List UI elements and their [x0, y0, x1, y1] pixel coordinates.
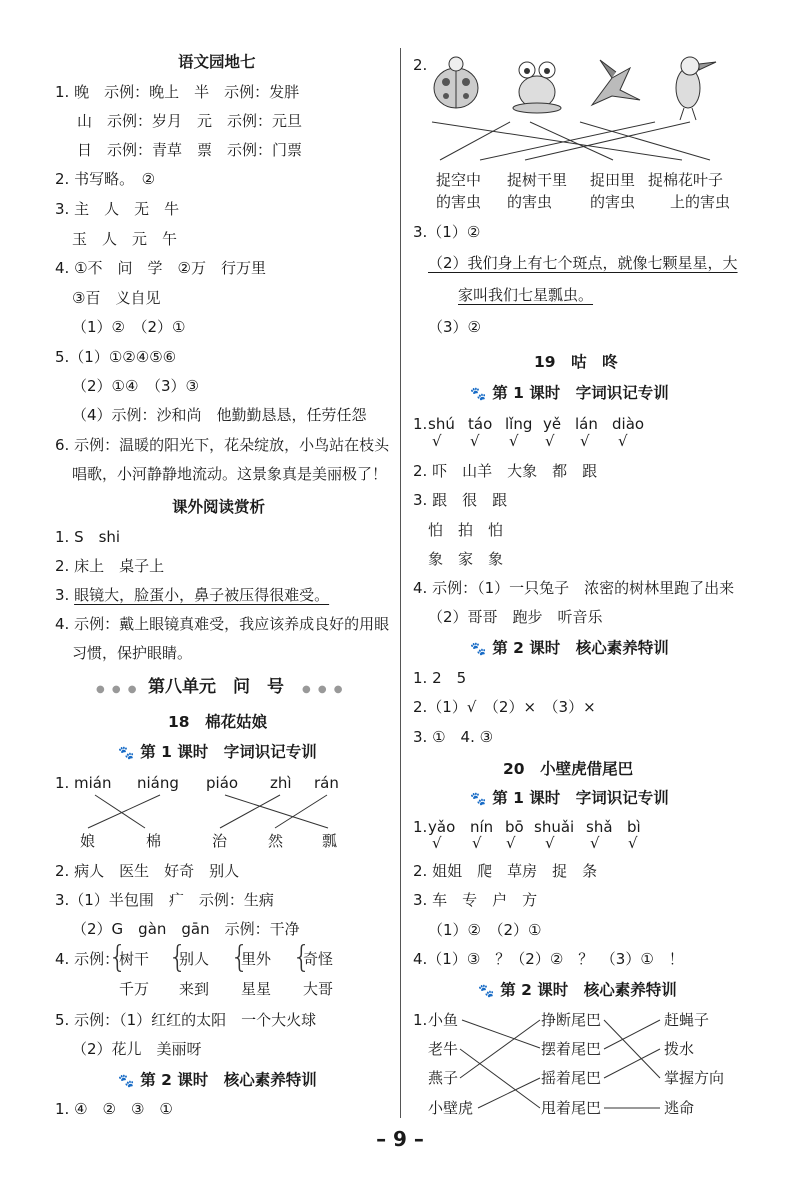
- match-col2-item: 甩着尾巴: [541, 1099, 602, 1117]
- answer-line: 日 示例：青草 票 示例：门票: [77, 141, 303, 159]
- answer-line: 5. 示例：（1）红红的太阳 一个大火球: [55, 1011, 317, 1029]
- decorative-dots: ● ● ●: [302, 684, 345, 695]
- check-mark: √: [509, 432, 519, 450]
- pinyin-4: yě: [543, 415, 562, 433]
- answer-line: 3. 主 人 无 牛: [55, 200, 180, 218]
- underlined-answer: 眼镜大，脸蛋小，鼻子被压得很难受。: [74, 586, 330, 604]
- match-col1-item: 小壁虎: [428, 1099, 474, 1117]
- check-mark: √: [472, 834, 482, 852]
- subsection-title: 🐾 第 2 课时 核心素养特训: [478, 981, 677, 999]
- brace-icon: {: [108, 940, 128, 975]
- pinyin-3: piáo: [206, 774, 239, 792]
- match-col2-item: 挣断尾巴: [541, 1011, 602, 1029]
- answer-line: 2. 书写略。 ②: [55, 170, 156, 188]
- answer-line: 4. 示例：: [55, 950, 120, 968]
- word-pair-bottom: 来到: [179, 980, 210, 998]
- answer-line: ③百 义自见: [72, 289, 161, 307]
- answer-line: 4. 示例：戴上眼镜真难受，我应该养成良好的用眼: [55, 615, 390, 633]
- subsection-title: 🐾 第 1 课时 字词识记专训: [118, 743, 317, 761]
- brace-icon: {: [292, 940, 312, 975]
- answer-line: 唱歌，小河静静地流动。这景象真是美丽极了！: [72, 465, 388, 483]
- lesson-title: 18 棉花姑娘: [168, 713, 268, 731]
- answer-line: 象 家 象: [428, 550, 504, 568]
- decorative-dots: ● ● ●: [96, 684, 139, 695]
- pinyin-1: mián: [74, 774, 112, 792]
- answer-line: 5.（1）①②④⑤⑥: [55, 348, 177, 366]
- char-4: 然: [268, 832, 284, 850]
- char-3: 治: [212, 832, 228, 850]
- paw-icon: 🐾: [118, 1074, 135, 1089]
- answer-number: 1.: [413, 1011, 428, 1029]
- animal-label-3a: 捉田里: [590, 171, 636, 189]
- paw-icon: 🐾: [478, 984, 495, 999]
- match-col1-item: 老牛: [428, 1040, 459, 1058]
- check-mark: √: [545, 432, 555, 450]
- check-mark: √: [618, 432, 628, 450]
- answer-line: （1）② （2）①: [428, 921, 542, 939]
- word-pair-bottom: 星星: [241, 980, 272, 998]
- match-col3-item: 赶蝇子: [664, 1011, 710, 1029]
- lesson-title: 19 咕 咚: [534, 353, 618, 371]
- check-mark: √: [432, 432, 442, 450]
- word-pair-top: 奇怪: [303, 950, 334, 968]
- match-col2-item: 摇着尾巴: [541, 1069, 602, 1087]
- animal-label-4a: 捉棉花叶子: [648, 171, 724, 189]
- match-col1-item: 燕子: [428, 1069, 459, 1087]
- pinyin-5: rán: [314, 774, 339, 792]
- subsection-title: 🐾 第 2 课时 核心素养特训: [470, 639, 669, 657]
- pinyin-4: shuǎi: [534, 818, 575, 836]
- pinyin-2: nín: [470, 818, 494, 836]
- answer-line: 3. ① 4. ③: [413, 728, 494, 746]
- subsection-title: 🐾 第 2 课时 核心素养特训: [118, 1071, 317, 1089]
- match-col3-item: 拨水: [664, 1040, 695, 1058]
- pinyin-6: diào: [612, 415, 645, 433]
- answer-number: 3.: [55, 586, 75, 604]
- animal-label-1b: 的害虫: [436, 193, 482, 211]
- pinyin-5: shǎ: [586, 818, 613, 836]
- char-2: 棉: [146, 832, 162, 850]
- section-title: 语文园地七: [178, 53, 256, 71]
- brace-icon: {: [168, 940, 188, 975]
- animal-label-2a: 捉树干里: [507, 171, 568, 189]
- paw-icon: 🐾: [470, 642, 487, 657]
- answer-line: 3. 跟 很 跟: [413, 491, 508, 509]
- section-title: 课外阅读赏析: [172, 498, 266, 516]
- animal-label-4b: 上的害虫: [670, 193, 731, 211]
- check-mark: √: [432, 834, 442, 852]
- answer-line: 2. 姐姐 爬 草房 捉 条: [413, 862, 598, 880]
- page-number: – 9 –: [376, 1127, 424, 1151]
- answer-line: （2）①④ （3）③: [72, 377, 199, 395]
- check-mark: √: [580, 432, 590, 450]
- answer-line: 2.（1）√ （2）× （3）×: [413, 698, 596, 716]
- pinyin-3: bō: [505, 818, 524, 836]
- answer-line: 玉 人 元 午: [72, 230, 178, 248]
- answer-line: 2. 病人 医生 好奇 别人: [55, 862, 240, 880]
- pinyin-2: táo: [468, 415, 493, 433]
- pinyin-2: niáng: [137, 774, 179, 792]
- paw-icon: 🐾: [470, 792, 487, 807]
- word-pair-top: 里外: [241, 950, 272, 968]
- animal-label-1a: 捉空中: [436, 171, 482, 189]
- pinyin-3: lǐng: [505, 415, 533, 433]
- animal-label-3b: 的害虫: [590, 193, 636, 211]
- paw-icon: 🐾: [470, 387, 487, 402]
- check-mark: √: [506, 834, 516, 852]
- lesson-title: 20 小壁虎借尾巴: [503, 760, 634, 778]
- answer-number: 1.: [413, 818, 428, 836]
- subsection-title: 🐾 第 1 课时 字词识记专训: [470, 789, 669, 807]
- word-pair-bottom: 大哥: [303, 980, 334, 998]
- answer-number: 1.: [55, 774, 70, 792]
- word-pair-top: 树干: [119, 950, 150, 968]
- answer-line: 1. ④ ② ③ ①: [55, 1100, 173, 1118]
- char-1: 娘: [80, 832, 96, 850]
- pinyin-6: bì: [627, 818, 641, 836]
- underlined-answer: （2）我们身上有七个斑点，就像七颗星星，大: [428, 254, 738, 272]
- answer-number: 1.: [413, 415, 428, 433]
- answer-line: 3.（1）②: [413, 223, 481, 241]
- match-col3-item: 掌握方向: [664, 1069, 725, 1087]
- pinyin-5: lán: [575, 415, 598, 433]
- check-mark: √: [590, 834, 600, 852]
- answer-line: （1）② （2）①: [72, 318, 186, 336]
- pinyin-4: zhì: [270, 774, 292, 792]
- word-pair-bottom: 千万: [119, 980, 150, 998]
- answer-line: （2）花儿 美丽呀: [72, 1040, 202, 1058]
- word-pair-top: 别人: [179, 950, 210, 968]
- answer-line: （4）示例：沙和尚 他勤勤恳恳，任劳任怨: [72, 406, 367, 424]
- answer-line: 3.（1）半包围 疒 示例：生病: [55, 891, 274, 909]
- pinyin-1: yǎo: [428, 818, 456, 836]
- answer-line: 2. 床上 桌子上: [55, 557, 165, 575]
- answer-line: 2. 吓 山羊 大象 都 跟: [413, 462, 598, 480]
- paw-icon: 🐾: [118, 746, 135, 761]
- answer-line: （2）哥哥 跑步 听音乐: [428, 608, 603, 626]
- subsection-title: 🐾 第 1 课时 字词识记专训: [470, 384, 669, 402]
- answer-line: 4.（1）③ ？（2）② ？ （3）① ！: [413, 950, 684, 968]
- answer-line: 习惯，保护眼睛。: [72, 644, 193, 662]
- answer-line: 3. 车 专 户 方: [413, 891, 538, 909]
- answer-line: 4. 示例：（1）一只兔子 浓密的树林里跑了出来: [413, 579, 735, 597]
- answer-line: 6. 示例：温暖的阳光下，花朵绽放，小鸟站在枝头: [55, 436, 390, 454]
- check-mark: √: [628, 834, 638, 852]
- answer-line: （2）G gàn gān 示例：干净: [72, 920, 300, 938]
- answer-line: 1. 2 5: [413, 669, 467, 687]
- answer-line: 1. S shi: [55, 528, 121, 546]
- answer-number: 2.: [413, 56, 428, 74]
- pinyin-1: shú: [428, 415, 455, 433]
- brace-icon: {: [230, 940, 250, 975]
- answer-line: 1. 晚 示例：晚上 半 示例：发胖: [55, 83, 300, 101]
- answer-line: （3）②: [428, 318, 481, 336]
- unit-title: 第八单元 问 号: [148, 677, 284, 697]
- match-col3-item: 逃命: [664, 1099, 695, 1117]
- char-5: 瓢: [322, 832, 338, 850]
- underlined-answer: 家叫我们七星瓢虫。: [458, 286, 594, 304]
- answer-line: 4. ①不 问 学 ②万 行万里: [55, 259, 266, 277]
- check-mark: √: [545, 834, 555, 852]
- answer-line: 怕 拍 怕: [428, 521, 504, 539]
- answer-line: 山 示例：岁月 元 示例：元旦: [77, 112, 303, 130]
- match-col2-item: 摆着尾巴: [541, 1040, 602, 1058]
- match-col1-item: 小鱼: [428, 1011, 459, 1029]
- check-mark: √: [470, 432, 480, 450]
- animal-label-2b: 的害虫: [507, 193, 553, 211]
